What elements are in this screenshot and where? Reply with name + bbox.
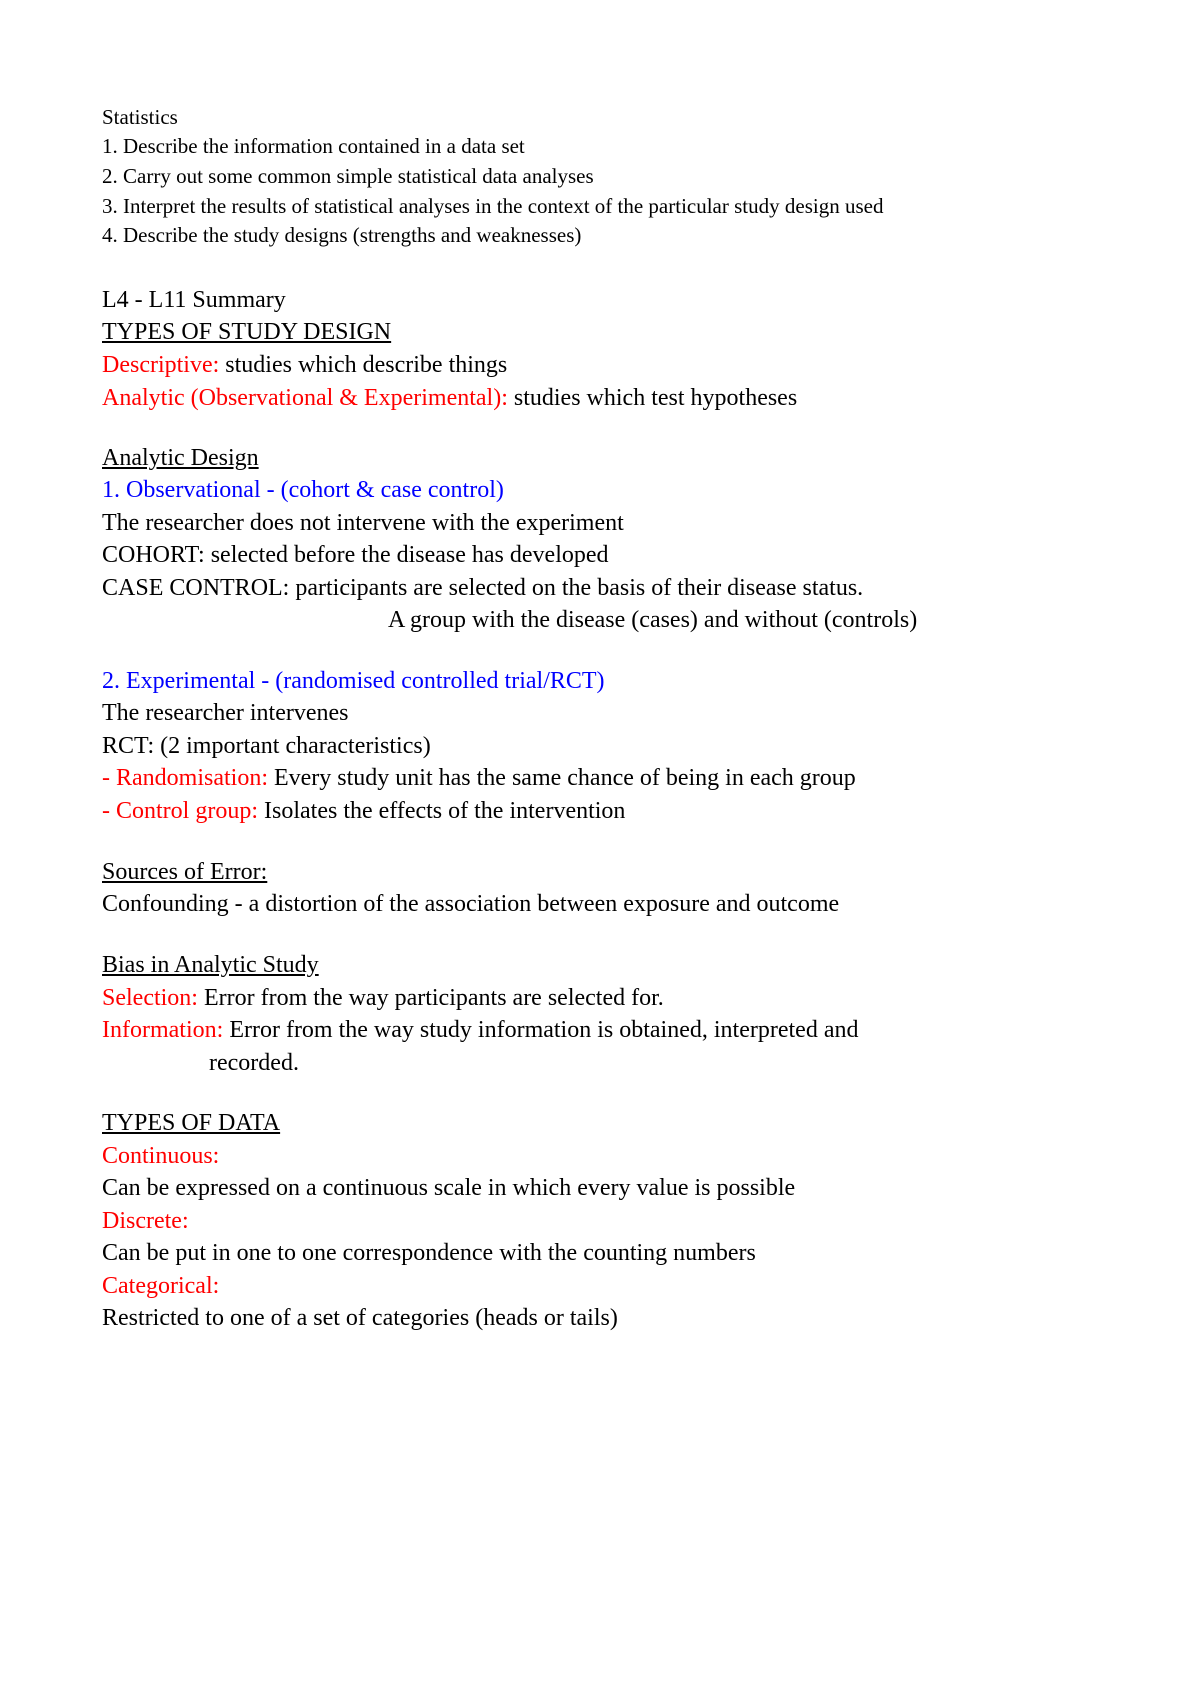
experimental-line-1: The researcher intervenes bbox=[102, 700, 349, 726]
randomisation-label: - Randomisation: bbox=[102, 765, 268, 791]
categorical-text: Restricted to one of a set of categories (heads or tails) bbox=[102, 1305, 618, 1331]
discrete-label: Discrete: bbox=[102, 1208, 189, 1234]
descriptive-line bbox=[102, 350, 507, 380]
objective-3: 3. Interpret the results of statistical analyses in the context of the particular study design used bbox=[102, 194, 884, 218]
analytic-line bbox=[102, 383, 797, 413]
randomisation-line bbox=[102, 763, 856, 793]
control-group-line bbox=[102, 796, 625, 826]
selection-text: Error from the way participants are selected for. bbox=[197, 985, 664, 1011]
observational-heading: 1. Observational - (cohort & case control) bbox=[102, 477, 504, 503]
types-of-data-heading: TYPES OF DATA bbox=[102, 1110, 281, 1136]
control-group-label: - Control group: bbox=[102, 798, 258, 824]
objective-2: 2. Carry out some common simple statistical data analyses bbox=[102, 164, 594, 188]
randomisation-text: Every study unit has the same chance of being in each group bbox=[267, 765, 856, 791]
confounding-line: Confounding - a distortion of the association between exposure and outcome bbox=[102, 891, 840, 917]
summary-title: L4 - L11 Summary bbox=[102, 287, 286, 313]
information-continuation: recorded. bbox=[209, 1050, 299, 1076]
case-control-detail: A group with the disease (cases) and without (controls) bbox=[388, 607, 918, 633]
rct-line: RCT: (2 important characteristics) bbox=[102, 733, 431, 759]
information-label: Information: bbox=[102, 1017, 224, 1043]
types-of-study-design-heading: TYPES OF STUDY DESIGN bbox=[102, 319, 392, 345]
statistics-heading: Statistics bbox=[102, 105, 178, 129]
selection-line bbox=[102, 983, 664, 1013]
information-text: Error from the way study information is obtained, interpreted and bbox=[223, 1017, 859, 1043]
discrete-text: Can be put in one to one correspondence with the counting numbers bbox=[102, 1240, 756, 1266]
cohort-line: COHORT: selected before the disease has developed bbox=[102, 542, 609, 568]
descriptive-text: studies which describe things bbox=[219, 352, 508, 378]
information-line bbox=[102, 1015, 858, 1045]
control-group-text: Isolates the effects of the intervention bbox=[258, 798, 626, 824]
case-control-line: CASE CONTROL: participants are selected on the basis of their disease status. bbox=[102, 575, 864, 601]
observational-line-1: The researcher does not intervene with the experiment bbox=[102, 510, 624, 536]
continuous-text: Can be expressed on a continuous scale in which every value is possible bbox=[102, 1175, 796, 1201]
bias-heading: Bias in Analytic Study bbox=[102, 952, 319, 978]
objective-1: 1. Describe the information contained in a data set bbox=[102, 134, 525, 158]
categorical-label: Categorical: bbox=[102, 1273, 220, 1299]
analytic-text: studies which test hypotheses bbox=[507, 385, 798, 411]
descriptive-label: Descriptive: bbox=[102, 352, 220, 378]
selection-label: Selection: bbox=[102, 985, 198, 1011]
analytic-label: Analytic (Observational & Experimental): bbox=[102, 385, 508, 411]
experimental-heading: 2. Experimental - (randomised controlled trial/RCT) bbox=[102, 668, 605, 694]
sources-of-error-heading: Sources of Error: bbox=[102, 859, 268, 885]
continuous-label: Continuous: bbox=[102, 1143, 220, 1169]
analytic-design-heading: Analytic Design bbox=[102, 445, 259, 471]
objective-4: 4. Describe the study designs (strengths and weaknesses) bbox=[102, 223, 582, 247]
